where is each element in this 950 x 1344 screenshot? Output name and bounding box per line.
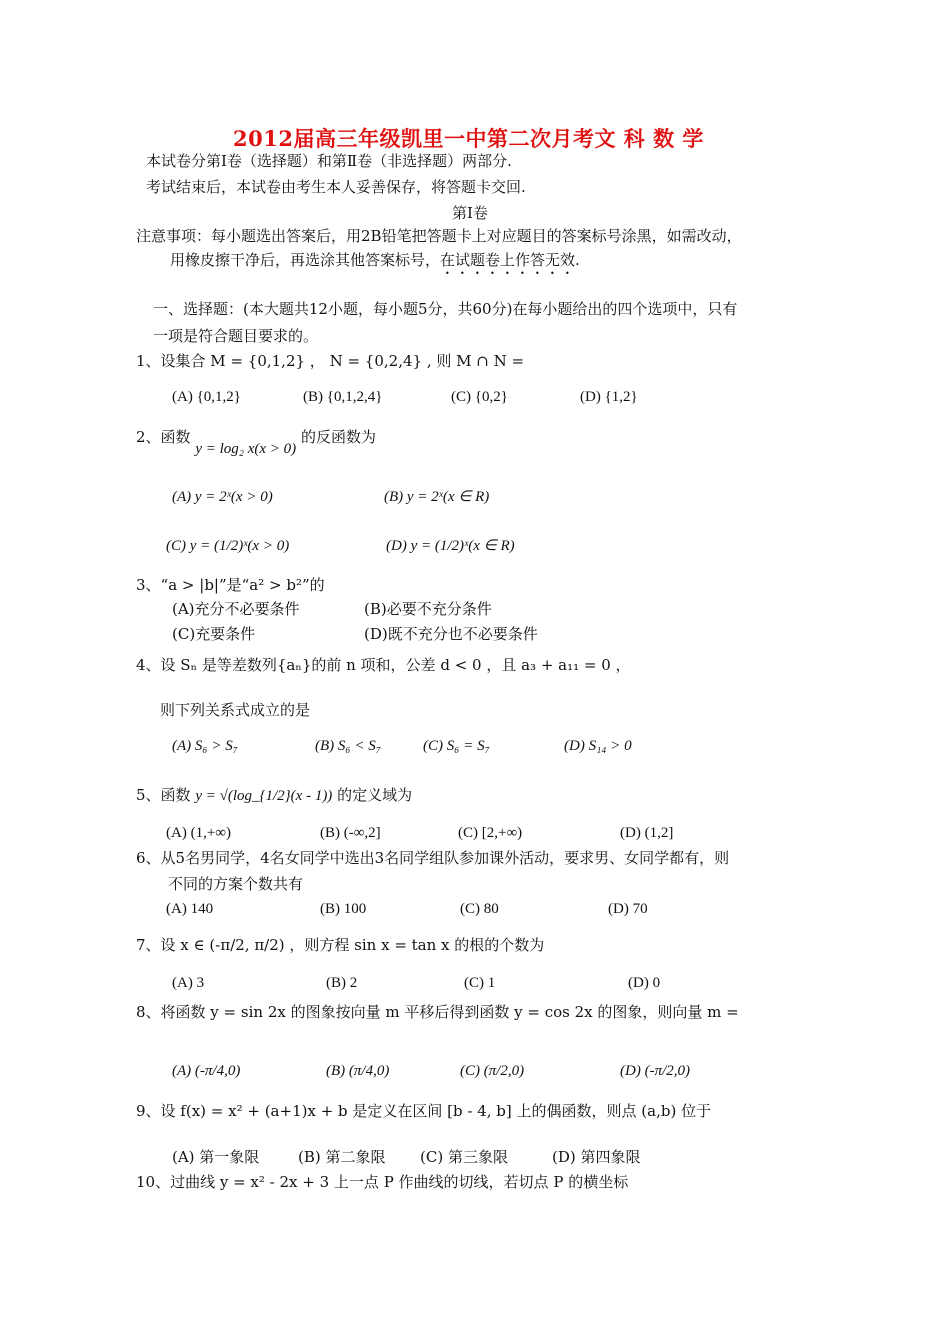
question-9-stem: 9、设 f(x) = x² + (a+1)x + b 是定义在区间 [b - 4, b] 上的偶函数，则点 (a,b) 位于: [136, 1102, 712, 1120]
question-2-suffix: 的反函数为: [300, 428, 376, 446]
question-1-option-c: (C) {0,2}: [451, 389, 508, 405]
notice-line-2-emphasis: 在试题卷上作答无效.: [440, 251, 580, 269]
question-7-option-a: (A) 3: [172, 975, 205, 991]
question-1-stem: 1、设集合 M = {0,1,2} ， N = {0,2,4} , 则 M ∩ N =: [136, 352, 525, 370]
question-5-option-c: (C) [2,+∞): [458, 825, 523, 841]
question-6-option-c: (C) 80: [460, 901, 499, 917]
question-6-stem: 6、从5名男同学，4名女同学中选出3名同学组队参加课外活动，要求男、女同学都有，则: [136, 849, 730, 867]
question-8-option-c: (C) (π/2,0): [460, 1063, 525, 1079]
question-2-option-a: (A) y = 2ˣ(x > 0): [172, 489, 273, 505]
question-8-option-d: (D) (-π/2,0): [620, 1063, 690, 1079]
intro-line-2: 考试结束后，本试卷由考生本人妥善保存，将答题卡交回.: [146, 178, 526, 196]
volume-label: 第Ⅰ卷: [452, 204, 488, 222]
question-8-option-b: (B) (π/4,0): [326, 1063, 390, 1079]
question-6-option-a: (A) 140: [166, 901, 214, 917]
question-2-prefix: 2、函数: [136, 428, 191, 446]
question-8-option-a: (A) (-π/4,0): [172, 1063, 241, 1079]
question-2-option-d: (D) y = (1/2)ˣ(x ∈ R): [386, 538, 515, 554]
question-4-option-b: (B) S₆ < S₇: [315, 738, 381, 754]
question-2-option-b: (B) y = 2ˣ(x ∈ R): [384, 489, 490, 505]
question-7-option-c: (C) 1: [464, 975, 496, 991]
question-6-stem-2: 不同的方案个数共有: [168, 875, 304, 893]
question-9-option-c: (C) 第三象限: [420, 1148, 508, 1166]
question-4-option-d: (D) S₁₄ > 0: [564, 738, 632, 754]
notice-line-2: [170, 251, 580, 278]
question-2-option-c: (C) y = (1/2)ˣ(x > 0): [166, 538, 290, 554]
question-5-option-d: (D) (1,2]: [620, 825, 674, 841]
question-4-option-c: (C) S₆ = S₇: [423, 738, 490, 754]
question-3-option-d: (D)既不充分也不必要条件: [364, 625, 538, 643]
page-title: 2012届高三年级凯里一中第二次月考文 科 数 学: [233, 126, 704, 151]
question-5-option-a: (A) (1,+∞): [166, 825, 231, 841]
question-3-stem: 3、“a > |b|”是“a² > b²”的: [136, 576, 325, 594]
question-9-option-a: (A) 第一象限: [172, 1148, 260, 1166]
question-3-option-a: (A)充分不必要条件: [172, 600, 300, 618]
question-7-option-d: (D) 0: [628, 975, 661, 991]
question-2-stem: [136, 428, 376, 457]
question-10-stem: 10、过曲线 y = x² - 2x + 3 上一点 P 作曲线的切线，若切点 P 的横坐标: [136, 1173, 629, 1191]
question-1-option-b: (B) {0,1,2,4}: [303, 389, 383, 405]
question-9-option-b: (B) 第二象限: [298, 1148, 386, 1166]
question-9-option-d: (D) 第四象限: [552, 1148, 641, 1166]
question-5-prefix: 5、函数: [136, 786, 191, 804]
question-5-option-b: (B) (-∞,2]: [320, 825, 381, 841]
intro-line-1: 本试卷分第Ⅰ卷（选择题）和第Ⅱ卷（非选择题）两部分.: [146, 152, 512, 170]
notice-line-1: 注意事项：每小题选出答案后，用2B铅笔把答题卡上对应题目的答案标号涂黑，如需改动，: [136, 227, 742, 245]
question-5-stem: [136, 786, 412, 805]
question-3-option-c: (C)充要条件: [172, 625, 256, 643]
question-4-stem: 4、设 Sₙ 是等差数列{aₙ}的前 n 项和，公差 d < 0 ，且 a₃ + a₁₁ = 0 ，: [136, 656, 631, 674]
section-heading-line-2: 一项是符合题目要求的。: [153, 327, 319, 345]
question-7-stem: 7、设 x ∈ (-π/2, π/2) ，则方程 sin x = tan x 的根的个数为: [136, 936, 545, 954]
question-3-option-b: (B)必要不充分条件: [364, 600, 492, 618]
section-heading-line-1: 一、选择题：(本大题共12小题，每小题5分，共60分)在每小题给出的四个选项中，只有: [153, 300, 738, 318]
question-1-option-d: (D) {1,2}: [580, 389, 638, 405]
question-4-stem-2: 则下列关系式成立的是: [160, 701, 311, 719]
question-8-stem: 8、将函数 y = sin 2x 的图象按向量 m 平移后得到函数 y = cos 2x 的图象，则向量 m =: [136, 1003, 739, 1021]
question-1-option-a: (A) {0,1,2}: [172, 389, 241, 405]
question-5-function: y = √(log_{1/2}(x - 1)): [195, 788, 333, 804]
question-2-function: y = log₂ x(x > 0): [195, 441, 297, 457]
question-5-suffix: 的定义域为: [337, 786, 413, 804]
question-6-option-b: (B) 100: [320, 901, 367, 917]
notice-line-2-plain: 用橡皮擦干净后，再选涂其他答案标号，: [170, 251, 441, 269]
question-6-option-d: (D) 70: [608, 901, 648, 917]
question-4-option-a: (A) S₆ > S₇: [172, 738, 238, 754]
question-7-option-b: (B) 2: [326, 975, 358, 991]
